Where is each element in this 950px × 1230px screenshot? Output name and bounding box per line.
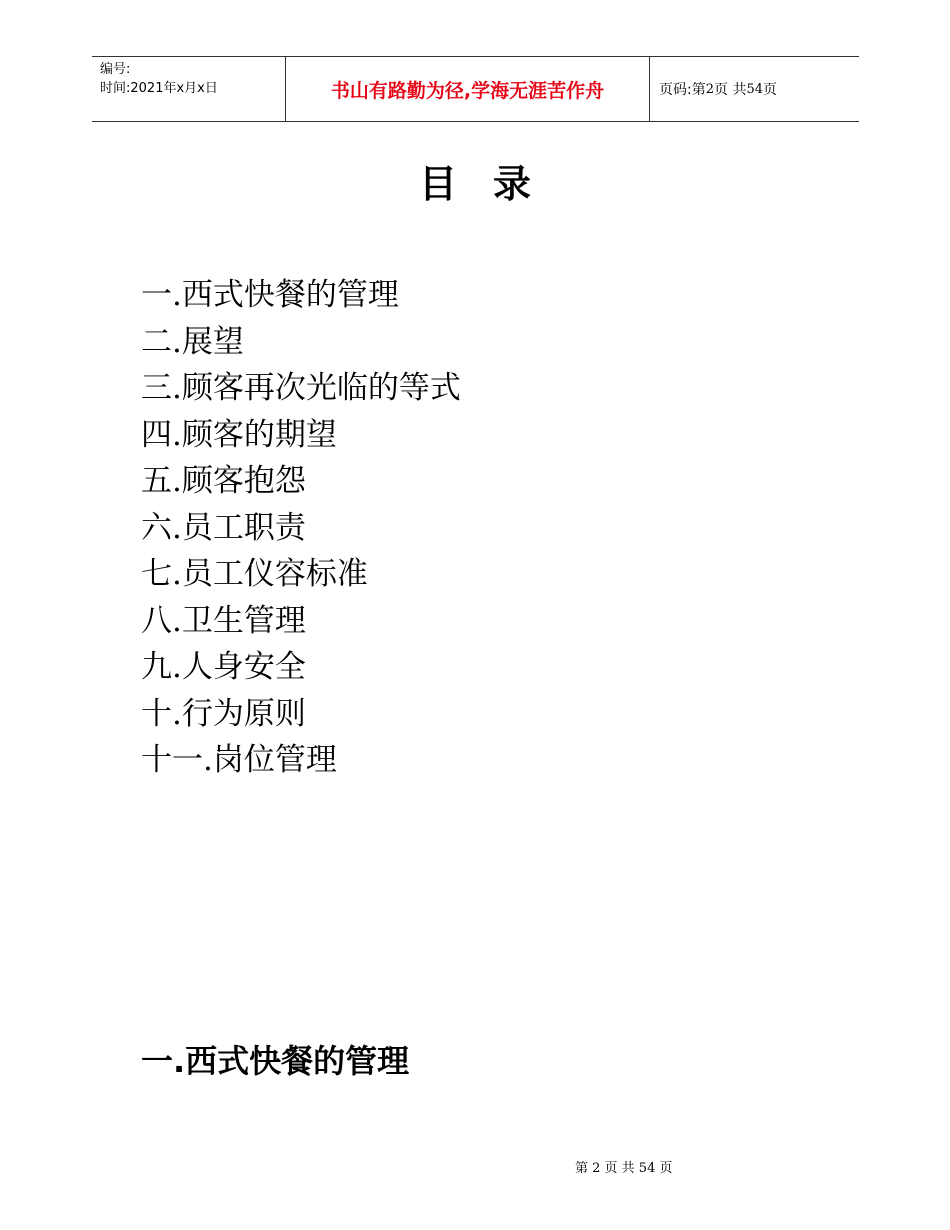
- page-footer: 第 2 页 共 54 页: [575, 1161, 673, 1176]
- toc-item: 二.展望: [141, 323, 244, 360]
- section-heading: 一.西式快餐的管理: [141, 1042, 410, 1080]
- toc-item: 十一.岗位管理: [141, 742, 337, 778]
- toc-item: 四.顾客的期望: [141, 416, 337, 453]
- document-header: [92, 56, 859, 122]
- page-suffix: 页: [763, 82, 777, 98]
- toc-item: 八.卫生管理: [141, 602, 306, 639]
- toc-title: 目录: [418, 162, 567, 206]
- page-prefix: 页码:第: [659, 82, 706, 98]
- header-motto: 书山有路勤为径,学海无涯苦作舟: [330, 79, 605, 102]
- header-motto-cell: [286, 57, 650, 121]
- toc-item: 五.顾客抱怨: [141, 463, 306, 499]
- toc-list: [141, 272, 461, 784]
- toc-item: 六.员工职责: [141, 509, 306, 546]
- toc-item: 一.西式快餐的管理: [141, 277, 399, 313]
- document-number-label: 编号:: [100, 62, 131, 77]
- toc-item: 九.人身安全: [141, 649, 306, 685]
- toc-item: 三.顾客再次光临的等式: [141, 370, 461, 406]
- page-current: 2: [705, 81, 714, 97]
- page-total: 54: [746, 81, 763, 97]
- header-page-cell: [650, 57, 859, 121]
- header-meta-cell: [92, 57, 286, 121]
- page-mid: 页 共: [714, 82, 747, 98]
- toc-item: 七.员工仪容标准: [141, 556, 368, 592]
- toc-item: 十.行为原则: [141, 695, 306, 732]
- document-time-label: 时间:2021年x月x日: [100, 81, 218, 96]
